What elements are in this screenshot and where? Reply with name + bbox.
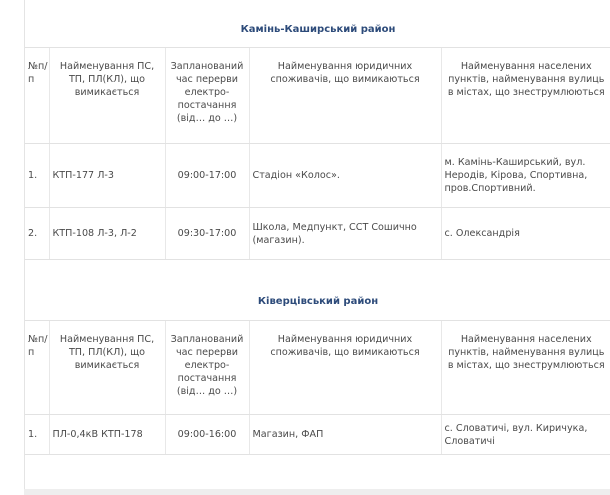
table-row xyxy=(25,208,610,260)
row-consumers: Стадіон «Колос». xyxy=(249,144,441,208)
district-heading-kivertsivskyi: Ківерцівський район xyxy=(257,296,379,307)
table-header-row xyxy=(25,48,610,144)
row-time: 09:00-16:00 xyxy=(165,415,249,455)
row-object: ПЛ-0,4кВ КТП-178 xyxy=(49,415,165,455)
header-number: №п/п xyxy=(25,321,49,415)
header-locations: Найменування населених пунктів, найменування вулиць в містах, що знеструмлюються xyxy=(441,48,610,144)
header-consumers: Найменування юридичних споживачів, що вимикаються xyxy=(249,48,441,144)
row-time: 09:00-17:00 xyxy=(165,144,249,208)
row-locations: м. Камінь-Каширський, вул. Неродів, Кірова, Спортивна, пров.Спортивний. xyxy=(441,144,610,208)
row-object: КТП-108 Л-3, Л-2 xyxy=(49,208,165,260)
header-object: Найменування ПС, ТП, ПЛ(КЛ), що вимикається xyxy=(49,321,165,415)
row-number: 1. xyxy=(25,144,49,208)
header-time: Запланований час перерви електро-постачання (від… до …) xyxy=(165,321,249,415)
header-object: Найменування ПС, ТП, ПЛ(КЛ), що вимикається xyxy=(49,48,165,144)
row-number: 2. xyxy=(25,208,49,260)
page-bottom-divider xyxy=(24,489,610,495)
table-header-row xyxy=(25,321,610,415)
row-consumers: Школа, Медпункт, ССТ Сошично (магазин). xyxy=(249,208,441,260)
row-object: КТП-177 Л-3 xyxy=(49,144,165,208)
outage-schedule-panel xyxy=(24,0,610,489)
district-heading-kamin-kashyrskyi: Камінь-Каширський район xyxy=(240,24,396,35)
row-locations: с. Олександрія xyxy=(441,208,610,260)
header-number: №п/п xyxy=(25,48,49,144)
row-time: 09:30-17:00 xyxy=(165,208,249,260)
row-consumers: Магазин, ФАП xyxy=(249,415,441,455)
table-row xyxy=(25,415,610,455)
row-locations: с. Словатичі, вул. Киричука, Словатичі xyxy=(441,415,610,455)
row-number: 1. xyxy=(25,415,49,455)
table-row xyxy=(25,144,610,208)
outage-table-kivertsivskyi xyxy=(25,320,610,455)
header-consumers: Найменування юридичних споживачів, що вимикаються xyxy=(249,321,441,415)
outage-table-kamin-kashyrskyi xyxy=(25,47,610,260)
header-locations: Найменування населених пунктів, найменування вулиць в містах, що знеструмлюються xyxy=(441,321,610,415)
header-time: Запланований час перерви електро-постачання (від… до …) xyxy=(165,48,249,144)
